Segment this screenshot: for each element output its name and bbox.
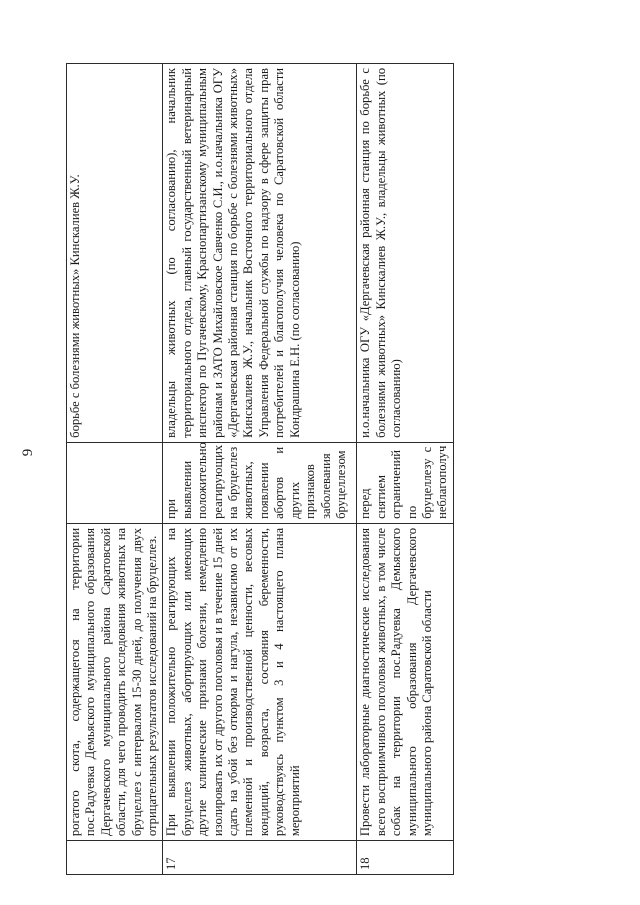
- responsible-cell: владельцы животных (по согласованию), начальник территориального отдела, главный государственный ветеринарный инспектор по Пугачевскому, Краснопартизанскому муниципальным районам и ЗАТО Михайловское Савченко С.И., и.о.начальника ОГУ «Дергачевская районная станция по борьбе с болезнями животных» Кинскалиев Ж.У., начальник Восточного территориального отдела Управления Федеральной службы по надзору в сфере защиты прав потребителей и благополучия человека по Саратовской области Кондрашина Е.Н. (по согласованию): [163, 64, 357, 443]
- measure-cell: Провести лабораторные диагностические исследования всего восприимчивого поголовья животных, в том числе собак на территории пос.Радуевка Демьяского муниципального образования Дергачевского муниципального района Саратовской области: [357, 523, 453, 840]
- page-number: 9: [20, 448, 36, 457]
- responsible-cell: и.о.начальника ОГУ «Дергачевская районная станция по борьбе с болезнями животных» Кинскалиев Ж.У., владельцы животных (по согласованию): [357, 64, 453, 443]
- measure-cell: При выявлении положительно реагирующих на бруцеллез животных, абортирующих или имеющих другие клинические признаки болезни, немедленно изолировать их от другого поголовья и в течение 15 дней сдать на убой без откорма и нагула, независимо от их племенной и производственной ценности, весовых кондиций, возраста, состояния беременности, руководствуясь пунктом 3 и 4 настоящего плана мероприятий: [163, 523, 357, 840]
- term-cell: перед снятием ограничений по бруцеллезу с неблагополуч: [357, 442, 453, 523]
- row-number-cell: 18: [357, 841, 453, 875]
- row-number-cell: 17: [163, 841, 357, 875]
- responsible-cell: борьбе с болезнями животных» Кинскалиев Ж.У.: [67, 64, 163, 443]
- table-row: [357, 64, 453, 875]
- term-cell: при выявлении положительно реагирующих на бруцеллез животных, появлении абортов и других признаков заболевания бруцеллезом: [163, 442, 357, 523]
- measures-table: [66, 63, 454, 875]
- table-row: [67, 64, 163, 875]
- table-row: [163, 64, 357, 875]
- row-number-cell: [67, 841, 163, 875]
- measure-cell: рогатого скота, содержащегося на территории пос.Радуевка Демьяского муниципального образования Дергачевского муниципального района Саратовской области, для чего проводить исследования животных на бруцеллез с интервалом 15-30 дней, до получения двух отрицательных результатов исследований на бруцеллез.: [67, 523, 163, 840]
- term-cell: [67, 442, 163, 523]
